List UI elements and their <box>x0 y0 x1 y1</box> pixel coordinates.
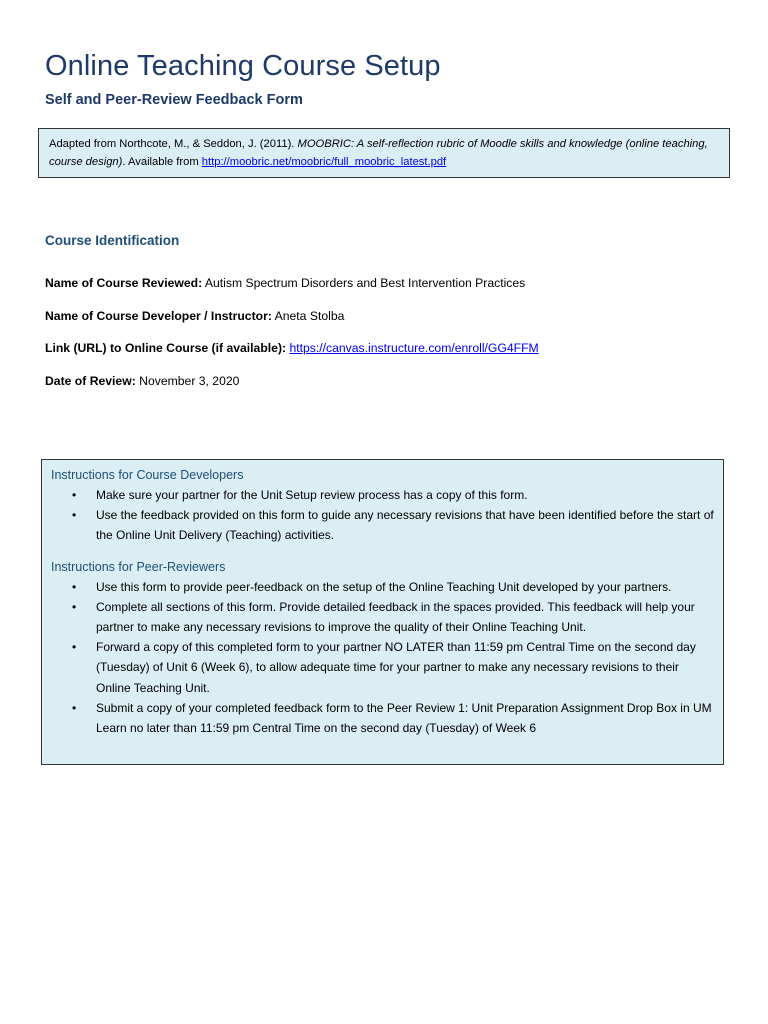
citation-work-title: MOOBRIC: A self-reflection rubric of Moodle skills and knowledge (online teaching, course design) <box>49 138 708 168</box>
bullet-icon: • <box>72 599 77 614</box>
list-item-text: Submit a copy of your completed feedback form to the Peer Review 1: Unit Preparation Assignment Drop Box in UM Learn no later than 11:59 pm Central Time on the second day (Tuesday) of Week 6 <box>96 700 712 736</box>
list-item <box>51 637 714 698</box>
field-review-date <box>45 374 239 388</box>
bullet-icon: • <box>72 508 77 523</box>
field-label: Link (URL) to Online Course (if available): <box>45 341 287 355</box>
bullet-icon: • <box>72 579 77 594</box>
field-label: Name of Course Reviewed: <box>45 276 203 290</box>
list-item-text: Use this form to provide peer-feedback on the setup of the Online Teaching Unit developed by your partners. <box>96 579 672 594</box>
field-course-link <box>45 341 539 355</box>
citation-middle: . Available from <box>122 156 202 168</box>
citation-link[interactable]: http://moobric.net/moobric/full_moobric_latest.pdf <box>201 156 447 168</box>
citation-prefix: Adapted from Northcote, M., & Seddon, J. (2011). <box>49 138 298 150</box>
list-item <box>51 698 714 738</box>
reviewer-instructions-list <box>51 577 714 739</box>
bullet-icon: • <box>72 488 77 502</box>
page-subtitle: Self and Peer-Review Feedback Form <box>45 92 303 108</box>
developer-instructions-list <box>51 485 714 546</box>
bullet-icon: • <box>72 700 77 715</box>
field-value: November 3, 2020 <box>139 374 240 388</box>
reviewer-instructions-heading: Instructions for Peer-Reviewers <box>51 559 226 574</box>
list-item-text: Use the feedback provided on this form to guide any necessary revisions that have been identified before the start of the Online Unit Delivery (Teaching) activities. <box>96 508 714 543</box>
field-label: Name of Course Developer / Instructor: <box>45 309 272 323</box>
citation-box <box>38 128 730 178</box>
course-url-link[interactable]: https://canvas.instructure.com/enroll/GG4FFM <box>289 341 539 355</box>
list-item <box>51 485 714 505</box>
list-item-text: Make sure your partner for the Unit Setup review process has a copy of this form. <box>96 488 528 502</box>
list-item <box>51 577 714 597</box>
list-item <box>51 505 714 545</box>
field-label: Date of Review: <box>45 374 136 388</box>
list-item-text: Complete all sections of this form. Provide detailed feedback in the spaces provided. This feedback will help your partner to make any necessary revisions to improve the quality of their Online Teaching Unit. <box>96 599 695 635</box>
field-value: Autism Spectrum Disorders and Best Intervention Practices <box>204 276 526 290</box>
developer-instructions-heading: Instructions for Course Developers <box>51 468 244 482</box>
field-course-developer <box>45 309 344 323</box>
instructions-box <box>41 459 724 765</box>
field-course-reviewed <box>45 276 525 290</box>
course-identification-heading: Course Identification <box>45 233 180 248</box>
bullet-icon: • <box>72 640 77 655</box>
field-value: Aneta Stolba <box>274 309 345 323</box>
list-item-text: Forward a copy of this completed form to your partner NO LATER than 11:59 pm Central Time on the second day (Tuesday) of Unit 6 (Week 6), to allow adequate time for your partner to make any necessary revisions to their Online Teaching Unit. <box>96 640 696 695</box>
page-title: Online Teaching Course Setup <box>45 50 441 82</box>
list-item <box>51 597 714 637</box>
